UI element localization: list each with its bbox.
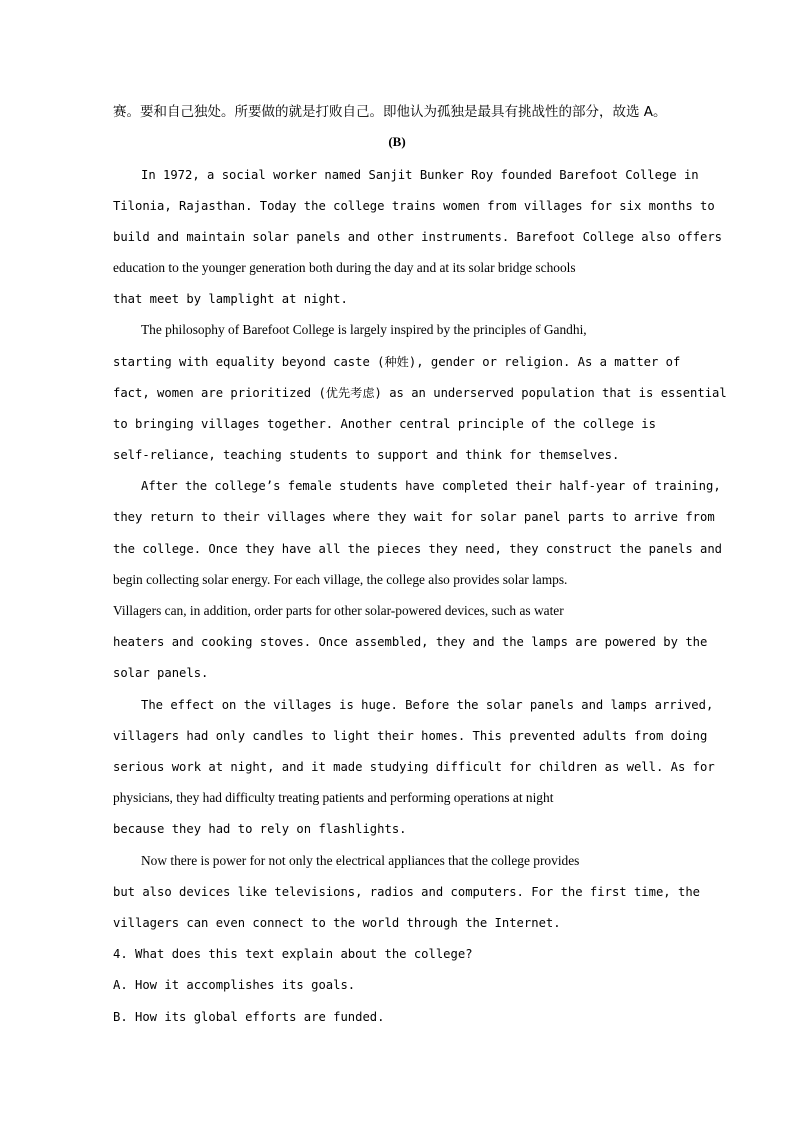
passage-line: begin collecting solar energy. For each village, the college also provides solar lamps. — [113, 572, 568, 587]
passage-line: self-reliance, teaching students to support and think for themselves. — [113, 448, 620, 462]
passage-line: The effect on the villages is huge. Before the solar panels and lamps arrived, — [141, 698, 714, 712]
passage-line: to bringing villages together. Another central principle of the college is — [113, 417, 656, 431]
passage-line: Villagers can, in addition, order parts for other solar-powered devices, such as water — [113, 603, 564, 618]
passage-line: Now there is power for not only the electrical appliances that the college provides — [141, 853, 580, 868]
passage-line: build and maintain solar panels and other instruments. Barefoot College also offers — [113, 230, 723, 244]
passage-line: the college. Once they have all the pieces they need, they construct the panels and — [113, 542, 723, 556]
answer-option-a: A. How it accomplishes its goals. — [113, 978, 356, 992]
previous-answer-explanation: 赛。要和自己独处。所要做的就是打败自己。即他认为孤独是最具有挑战性的部分，故选 A。 — [113, 104, 667, 120]
passage-line: physicians, they had difficulty treating patients and performing operations at night — [113, 790, 554, 805]
passage-line: In 1972, a social worker named Sanjit Bunker Roy founded Barefoot College in — [141, 168, 699, 182]
passage-line: The philosophy of Barefoot College is largely inspired by the principles of Gandhi, — [141, 322, 587, 337]
passage-line: solar panels. — [113, 666, 209, 680]
passage-line: education to the younger generation both during the day and at its solar bridge schools — [113, 260, 576, 275]
passage-line: Tilonia, Rajasthan. Today the college trains women from villages for six months to — [113, 199, 715, 213]
passage-line: After the college’s female students have completed their half-year of training, — [141, 479, 721, 493]
answer-option-b: B. How its global efforts are funded. — [113, 1010, 385, 1024]
passage-line: fact, women are prioritized (优先考虑) as an underserved population that is essential — [113, 386, 727, 400]
passage-line: because they had to rely on flashlights. — [113, 822, 407, 836]
passage-line: starting with equality beyond caste (种姓), gender or religion. As a matter of — [113, 355, 681, 369]
passage-line: serious work at night, and it made studying difficult for children as well. As for — [113, 760, 715, 774]
passage-line: that meet by lamplight at night. — [113, 292, 348, 306]
passage-line: villagers had only candles to light their homes. This prevented adults from doing — [113, 729, 708, 743]
passage-line: but also devices like televisions, radios and computers. For the first time, the — [113, 885, 700, 899]
question-stem: 4. What does this text explain about the college? — [113, 947, 473, 961]
section-label: (B) — [388, 134, 406, 149]
passage-line: they return to their villages where they wait for solar panel parts to arrive from — [113, 510, 715, 524]
passage-line: heaters and cooking stoves. Once assembled, they and the lamps are powered by the — [113, 635, 708, 649]
passage-line: villagers can even connect to the world through the Internet. — [113, 916, 561, 930]
